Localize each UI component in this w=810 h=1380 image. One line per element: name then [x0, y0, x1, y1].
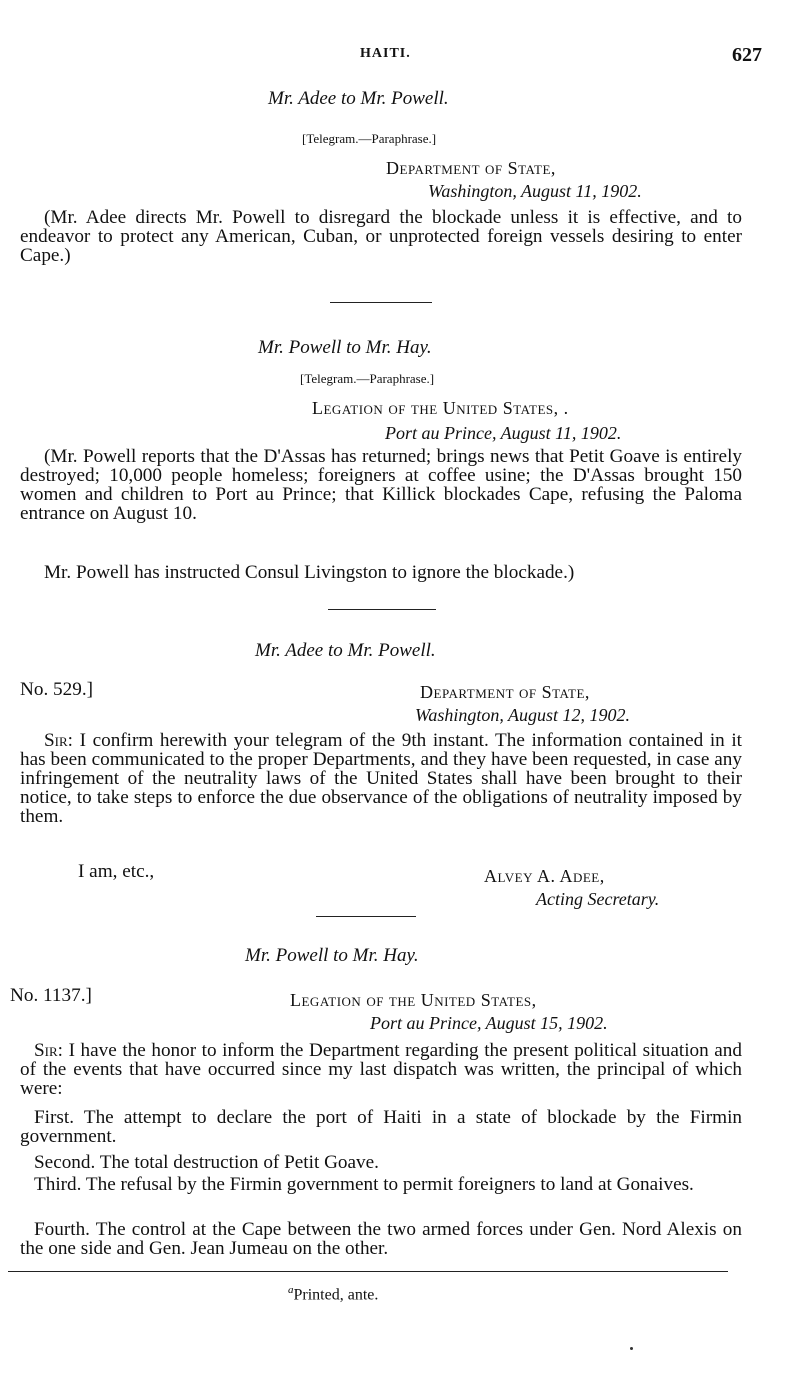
- section-divider: [328, 609, 436, 610]
- section-1-paragraph-1: (Mr. Adee directs Mr. Powell to disregard the blockade unless it is effective, and to endeavor to protect any American, Cuban, or unprotected foreign vessels desiring to enter Cape.): [20, 207, 742, 266]
- section-2-note: [Telegram.—Paraphrase.]: [300, 371, 435, 386]
- footnote: [288, 1284, 378, 1304]
- section-2-heading: Mr. Powell to Mr. Hay.: [258, 337, 432, 358]
- section-divider: [330, 302, 432, 303]
- section-1-heading: Mr. Adee to Mr. Powell.: [268, 88, 449, 109]
- section-4-paragraph-1: Sir: I have the honor to inform the Department regarding the present political situation and of the events that have occurred since my last dispatch was written, the principal of which were:: [20, 1040, 742, 1099]
- section-4-from-line2: Port au Prince, August 15, 1902.: [370, 1013, 608, 1033]
- section-1-from-line1: Department of State,: [386, 158, 556, 178]
- section-2-from-line2: Port au Prince, August 11, 1902.: [385, 423, 622, 443]
- section-3-from-line1: Department of State,: [420, 682, 590, 702]
- section-3-heading: Mr. Adee to Mr. Powell.: [255, 640, 436, 661]
- section-3-closing: I am, etc.,: [78, 861, 155, 882]
- section-4-paragraph-4: Third. The refusal by the Firmin government to permit foreigners to land at Gonaives.: [34, 1174, 694, 1195]
- footnote-text: Printed, ante.: [293, 1286, 379, 1304]
- section-4-heading: Mr. Powell to Mr. Hay.: [245, 945, 419, 966]
- section-4-paragraph-2: First. The attempt to declare the port of Haiti in a state of blockade by the Firmin government.: [20, 1107, 742, 1147]
- page-number: 627: [732, 44, 762, 66]
- section-3-signature: Alvey A. Adee,: [484, 866, 605, 886]
- section-3-signature-title: Acting Secretary.: [536, 889, 660, 909]
- running-head: [0, 44, 810, 74]
- footnote-marker: a: [288, 1284, 294, 1296]
- section-2-paragraph-1: (Mr. Powell reports that the D'Assas has returned; brings news that Petit Goave is entirely destroyed; 10,000 people homeless; foreigners at coffee usine; the D'Assas brought 150 women and children to Port au Prince; that Killick blockades Cape, refusing the Paloma entrance on August 10.: [20, 446, 742, 524]
- salutation: Sir:: [44, 730, 74, 751]
- running-head-title: HAITI.: [360, 46, 411, 61]
- section-1-note: [Telegram.—Paraphrase.]: [302, 131, 437, 146]
- section-4-paragraph-5: Fourth. The control at the Cape between the two armed forces under Gen. Nord Alexis on the one side and Gen. Jean Jumeau on the other.: [20, 1219, 742, 1259]
- section-4-from-line1: Legation of the United States,: [290, 990, 537, 1010]
- footnote-rule: [8, 1271, 728, 1272]
- salutation: Sir:: [34, 1040, 64, 1061]
- section-divider: [316, 916, 416, 917]
- section-1-from-line2: Washington, August 11, 1902.: [428, 181, 642, 201]
- section-3-paragraph-1: Sir: I confirm herewith your telegram of the 9th instant. The information contained in it has been communicated to the proper Departments, and they have been requested, in case any infringement of the neutrality laws of the United States shall have been brought to their notice, to take steps to enforce the due observance of the obligations of neutrality imposed by them.: [20, 730, 742, 827]
- section-2-from-line1: Legation of the United States, .: [312, 398, 569, 418]
- section-3-from-line2: Washington, August 12, 1902.: [415, 705, 631, 725]
- section-4-paragraph-3: Second. The total destruction of Petit Goave.: [34, 1152, 379, 1173]
- speck-mark: [630, 1347, 633, 1350]
- section-2-paragraph-2: Mr. Powell has instructed Consul Livingston to ignore the blockade.): [44, 562, 575, 583]
- section-4-number: No. 1137.]: [10, 985, 92, 1006]
- section-3-number: No. 529.]: [20, 679, 94, 700]
